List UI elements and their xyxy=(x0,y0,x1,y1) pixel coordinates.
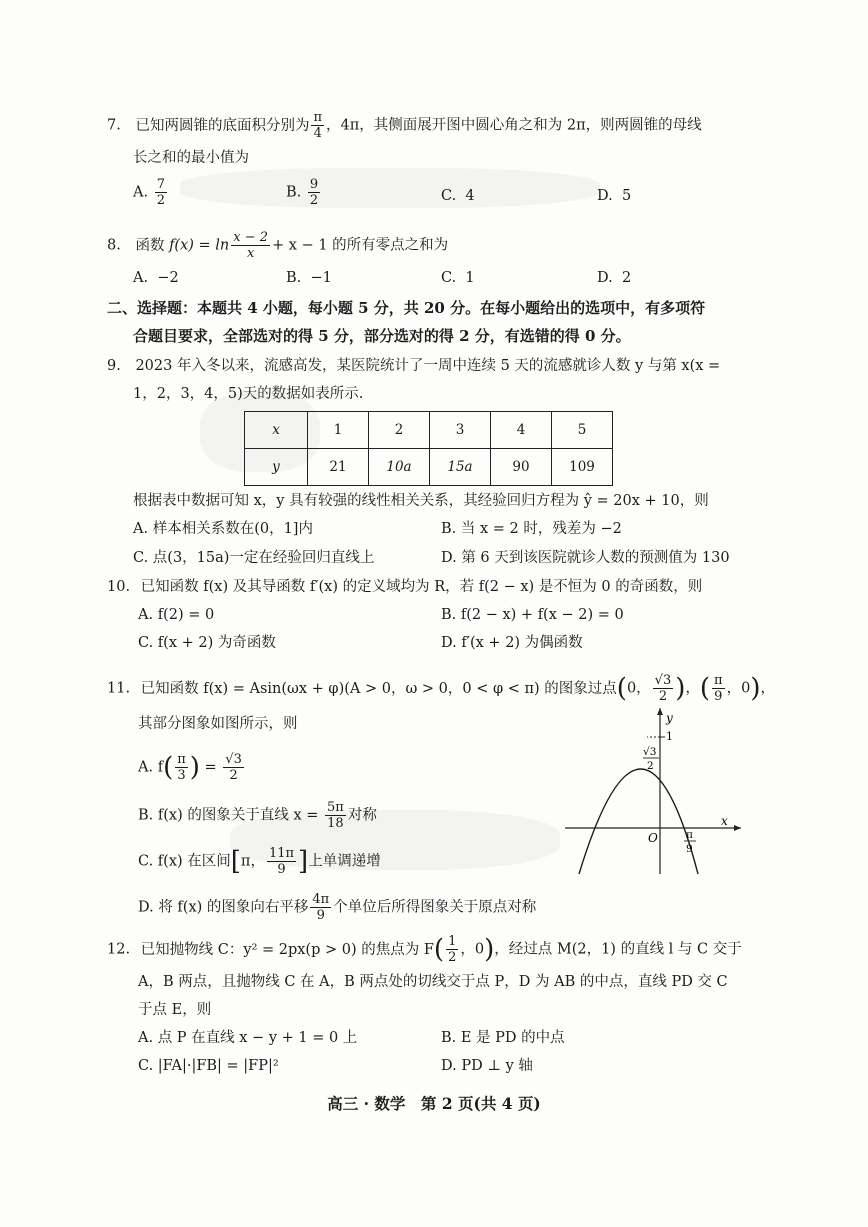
q10-option-d: D. f′(x + 2) 为偶函数 xyxy=(441,635,583,651)
q11-option-a: A. f( $\frac{\pi}{3}$ ) = $\frac{√3}{2}$ xyxy=(138,752,242,783)
q9-line1: 9. 2023 年入冬以来，流感高发，某医院统计了一周中连续 5 天的流感就诊人数 y 与第 x(x = xyxy=(107,358,721,374)
origin-label: O xyxy=(648,831,658,845)
q10-line1: 10. 已知函数 f(x) 及其导函数 f′(x) 的定义域均为 R，若 f(2 − x) 是不恒为 0 的奇函数，则 xyxy=(107,579,703,595)
q9-line2: 1，2，3，4，5)天的数据如表所示. xyxy=(133,386,364,402)
q9-option-c: C. 点(3，15a)一定在经验回归直线上 xyxy=(133,550,375,566)
q7-text-b: ，4π，其侧面展开图中圆心角之和为 2π，则两圆锥的母线 xyxy=(326,117,702,134)
x-axis-arrow-icon xyxy=(734,825,741,831)
table-row xyxy=(245,449,613,486)
q11-option-c: C. f(x) 在区间[π， $\frac{11\pi}{9}$ ]上单调递增 xyxy=(138,846,381,877)
table-cell: y xyxy=(245,449,308,486)
q10-option-c: C. f(x + 2) 为奇函数 xyxy=(138,635,276,651)
q9-option-a: A. 样本相关系数在(0，1]内 xyxy=(133,521,313,537)
q7-line1 xyxy=(107,110,702,141)
table-cell: 21 xyxy=(308,449,369,486)
q7-line2: 长之和的最小值为 xyxy=(133,150,249,166)
sine-curve xyxy=(579,769,698,874)
section-heading-line1: 二、选择题：本题共 4 小题，每小题 5 分，共 20 分。在每小题给出的选项中，有多项符 xyxy=(107,299,706,317)
table-cell: 10a xyxy=(369,449,430,486)
q11-number: 11. xyxy=(107,680,131,697)
q8-option-a: A. −2 xyxy=(133,270,179,286)
x-tick-pi-num: π xyxy=(686,829,693,841)
table-cell: 5 xyxy=(552,412,613,449)
q7-number: 7. xyxy=(107,117,121,134)
q9-data-table xyxy=(244,411,613,486)
y-tick-sqrt3-den: 2 xyxy=(647,760,654,772)
q12-option-a: A. 点 P 在直线 x − y + 1 = 0 上 xyxy=(138,1030,358,1046)
q7-fraction: $\frac{\pi}{4}$ xyxy=(313,110,322,141)
q11-line2: 其部分图象如图所示，则 xyxy=(138,716,298,732)
q12-option-b: B. E 是 PD 的中点 xyxy=(441,1030,565,1046)
q7-option-a: A. $\frac{7}{2}$ xyxy=(133,177,165,208)
q7-text-a: 已知两圆锥的底面积分别为 xyxy=(135,117,310,134)
q12-line1: 12. 已知抛物线 C：y² = 2px(p > 0) 的焦点为 F( $\frac{1}{2}$ ，0)，经过点 M(2，1) 的直线 l 与 C 交于 xyxy=(107,934,742,965)
q12-option-c: C. |FA|·|FB| = |FP|² xyxy=(138,1058,279,1074)
q8-number: 8. xyxy=(107,237,121,254)
x-axis-label: x xyxy=(721,814,728,828)
q11-line1: 11. 已知函数 f(x) = Asin(ωx + φ)(A > 0，ω > 0，0 < φ < π) 的图象过点(0， $\frac{√3}{2}$ )，( $\frac{\pi}{9}$ ，0)， xyxy=(107,673,775,704)
table-cell: 90 xyxy=(491,449,552,486)
y-axis-arrow-icon xyxy=(657,708,663,715)
q8-fraction: $\frac{x - 2}{x}$ xyxy=(233,230,269,261)
table-cell: x xyxy=(245,412,308,449)
y-tick-sqrt3-num: √3 xyxy=(643,746,657,758)
page-footer: 高三 · 数学 第 2 页(共 4 页) xyxy=(327,1094,541,1113)
q9-number: 9. xyxy=(107,358,121,374)
q9-option-d: D. 第 6 天到该医院就诊人数的预测值为 130 xyxy=(441,550,730,566)
q12-option-d: D. PD ⊥ y 轴 xyxy=(441,1058,533,1074)
x-tick-pi-den: 9 xyxy=(686,843,693,855)
q10-option-b: B. f(2 − x) + f(x − 2) = 0 xyxy=(441,607,624,623)
table-cell: 109 xyxy=(552,449,613,486)
q10-number: 10. xyxy=(107,579,131,595)
q12-number: 12. xyxy=(107,941,131,958)
table-row xyxy=(245,412,613,449)
q9-line3: 根据表中数据可知 x，y 具有较强的线性相关关系，其经验回归方程为 ŷ = 20x + 10，则 xyxy=(133,493,709,509)
q12-line3: 于点 E，则 xyxy=(138,1002,212,1018)
table-cell: 1 xyxy=(308,412,369,449)
q12-line2: A，B 两点，且抛物线 C 在 A，B 两点处的切线交于点 P，D 为 AB 的中点，直线 PD 交 C xyxy=(138,974,728,990)
q7-option-d: D. 5 xyxy=(597,188,632,204)
q11-function-graph xyxy=(565,706,745,876)
y-tick-one-label: 1 xyxy=(666,730,673,743)
q9-option-b: B. 当 x = 2 时，残差为 −2 xyxy=(441,521,622,537)
y-axis-label: y xyxy=(666,711,673,725)
q8-option-c: C. 1 xyxy=(441,270,475,286)
q7-option-b: B. $\frac{9}{2}$ xyxy=(286,177,319,208)
q8-option-d: D. 2 xyxy=(597,270,632,286)
table-cell: 2 xyxy=(369,412,430,449)
table-cell: 3 xyxy=(430,412,491,449)
section-heading-line2: 合题目要求，全部选对的得 5 分，部分选对的得 2 分，有选错的得 0 分。 xyxy=(133,327,631,345)
scan-smudge xyxy=(180,168,600,208)
q11-option-d: D. 将 f(x) 的图象向右平移 $\frac{4\pi}{9}$ 个单位后所得图象关于原点对称 xyxy=(138,892,537,923)
q8-option-b: B. −1 xyxy=(286,270,332,286)
table-cell: 4 xyxy=(491,412,552,449)
q11-option-b: B. f(x) 的图象关于直线 x = $\frac{5\pi}{18}$ 对称 xyxy=(138,800,377,831)
q8-line1: 8. 函数 f(x) = ln $\frac{x - 2}{x}$ + x − 1 的所有零点之和为 xyxy=(107,230,449,261)
q7-option-c: C. 4 xyxy=(441,188,475,204)
q10-option-a: A. f(2) = 0 xyxy=(138,607,215,623)
table-cell: 15a xyxy=(430,449,491,486)
